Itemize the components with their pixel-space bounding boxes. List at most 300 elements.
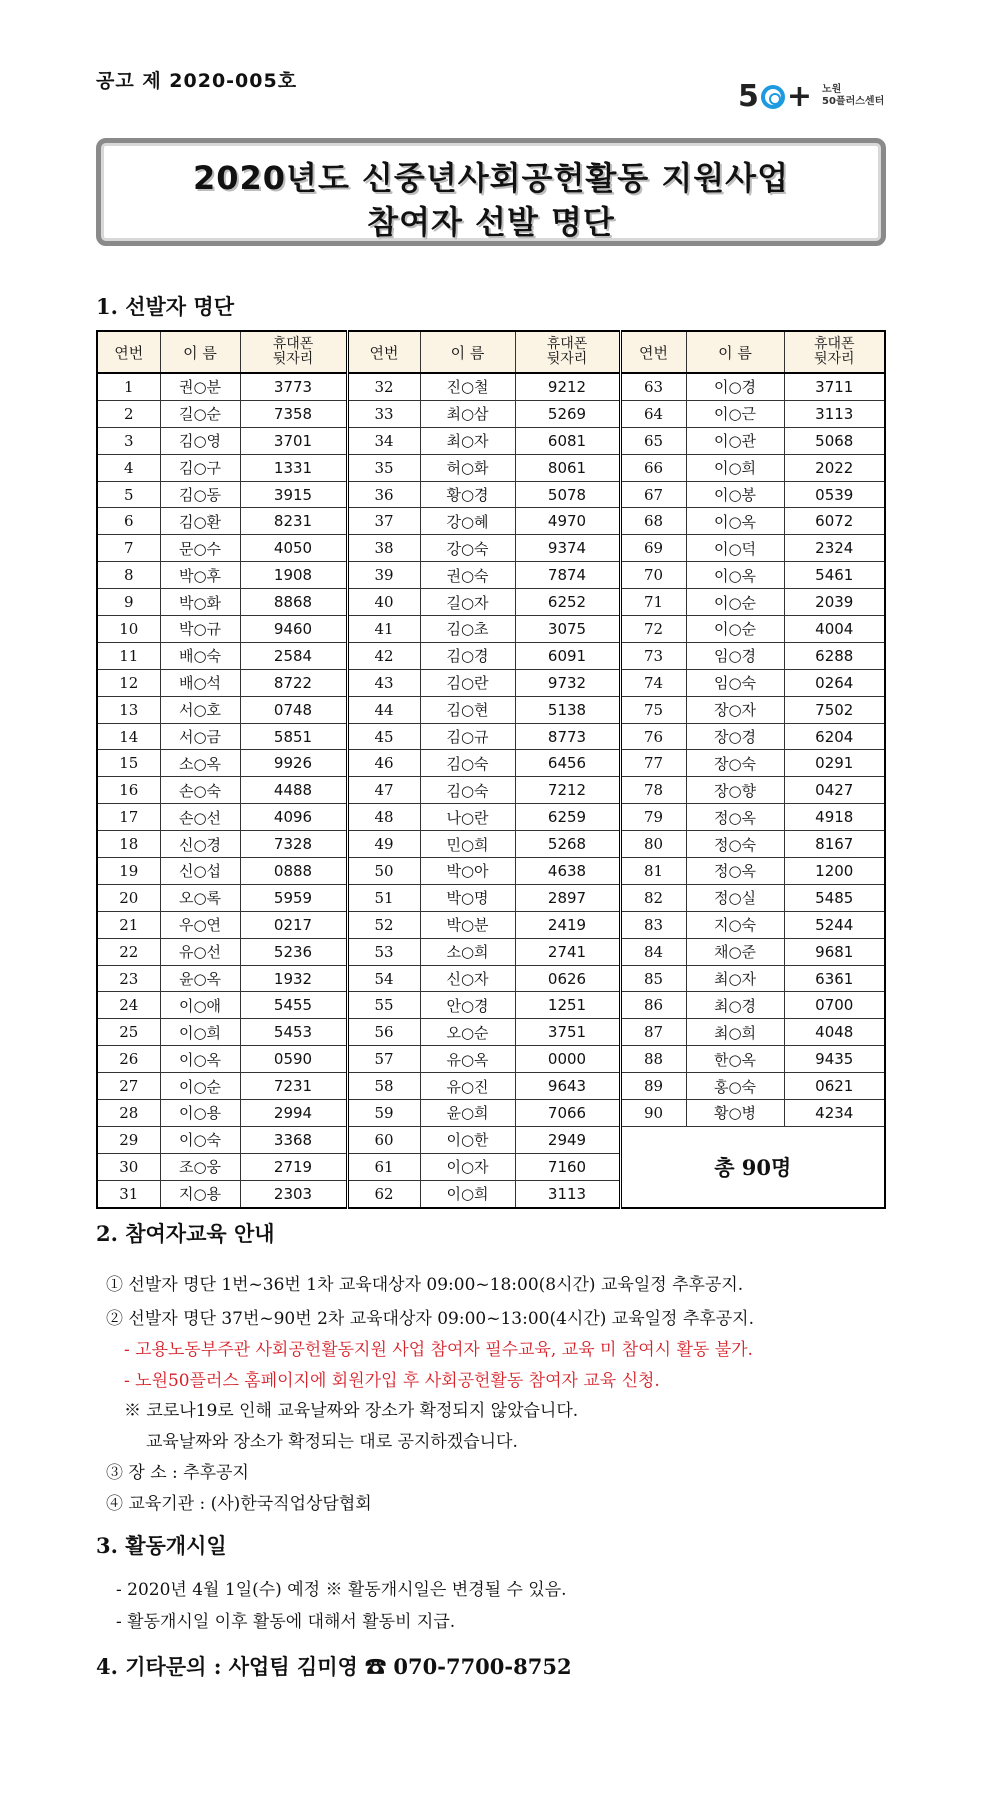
cell-phone: 5851 bbox=[240, 723, 347, 750]
cell-phone: 0621 bbox=[784, 1073, 885, 1100]
cell-no: 40 bbox=[347, 589, 420, 616]
center-logo bbox=[738, 74, 884, 118]
table-row bbox=[97, 858, 885, 885]
cell-phone: 1908 bbox=[240, 562, 347, 589]
cell-phone: 3113 bbox=[515, 1180, 620, 1207]
cell-no: 6 bbox=[97, 508, 160, 535]
col-no: 연번 bbox=[620, 331, 686, 373]
cell-name: 이○자 bbox=[420, 1153, 515, 1180]
cell-phone: 9374 bbox=[515, 535, 620, 562]
cell-name: 오○록 bbox=[160, 884, 240, 911]
cell-name: 강○숙 bbox=[420, 535, 515, 562]
cell-name: 손○선 bbox=[160, 804, 240, 831]
cell-name: 이○옥 bbox=[686, 508, 784, 535]
cell-name: 손○숙 bbox=[160, 777, 240, 804]
cell-phone: 0626 bbox=[515, 965, 620, 992]
cell-phone: 8773 bbox=[515, 723, 620, 750]
cell-no: 17 bbox=[97, 804, 160, 831]
table-row bbox=[97, 373, 885, 400]
cell-name: 신○자 bbox=[420, 965, 515, 992]
cell-phone: 8722 bbox=[240, 669, 347, 696]
cell-phone: 9212 bbox=[515, 373, 620, 400]
cell-no: 69 bbox=[620, 535, 686, 562]
cell-name: 신○경 bbox=[160, 831, 240, 858]
cell-name: 지○숙 bbox=[686, 911, 784, 938]
cell-no: 83 bbox=[620, 911, 686, 938]
table-row bbox=[97, 669, 885, 696]
cell-name: 최○삼 bbox=[420, 400, 515, 427]
cell-name: 민○희 bbox=[420, 831, 515, 858]
col-name: 이 름 bbox=[686, 331, 784, 373]
cell-name: 지○용 bbox=[160, 1180, 240, 1207]
cell-name: 김○란 bbox=[420, 669, 515, 696]
cell-name: 허○화 bbox=[420, 454, 515, 481]
cell-phone: 5068 bbox=[784, 427, 885, 454]
cell-phone: 0264 bbox=[784, 669, 885, 696]
cell-no: 71 bbox=[620, 589, 686, 616]
cell-no: 18 bbox=[97, 831, 160, 858]
table-row bbox=[97, 427, 885, 454]
cell-no: 42 bbox=[347, 642, 420, 669]
cell-name: 정○옥 bbox=[686, 858, 784, 885]
logo-text bbox=[822, 84, 884, 108]
cell-no: 44 bbox=[347, 696, 420, 723]
cell-no: 85 bbox=[620, 965, 686, 992]
cell-name: 이○용 bbox=[160, 1100, 240, 1127]
cell-no: 88 bbox=[620, 1046, 686, 1073]
cell-no: 9 bbox=[97, 589, 160, 616]
cell-name: 최○자 bbox=[686, 965, 784, 992]
cell-phone: 2897 bbox=[515, 884, 620, 911]
cell-phone: 4918 bbox=[784, 804, 885, 831]
table-row bbox=[97, 616, 885, 643]
cell-phone: 2949 bbox=[515, 1126, 620, 1153]
cell-no: 29 bbox=[97, 1126, 160, 1153]
cell-name: 이○희 bbox=[160, 1019, 240, 1046]
cell-name: 이○관 bbox=[686, 427, 784, 454]
cell-no: 53 bbox=[347, 938, 420, 965]
cell-name: 김○초 bbox=[420, 616, 515, 643]
cell-no: 20 bbox=[97, 884, 160, 911]
cell-no: 67 bbox=[620, 481, 686, 508]
cell-name: 이○희 bbox=[686, 454, 784, 481]
cell-name: 이○순 bbox=[686, 616, 784, 643]
cell-no: 75 bbox=[620, 696, 686, 723]
cell-phone: 7358 bbox=[240, 400, 347, 427]
cell-name: 최○경 bbox=[686, 992, 784, 1019]
cell-no: 64 bbox=[620, 400, 686, 427]
cell-no: 57 bbox=[347, 1046, 420, 1073]
cell-name: 박○명 bbox=[420, 884, 515, 911]
cell-phone: 7066 bbox=[515, 1100, 620, 1127]
cell-no: 27 bbox=[97, 1073, 160, 1100]
roster-header-row bbox=[97, 331, 885, 373]
roster-body bbox=[97, 373, 885, 1208]
cell-no: 16 bbox=[97, 777, 160, 804]
cell-no: 38 bbox=[347, 535, 420, 562]
cell-name: 이○순 bbox=[686, 589, 784, 616]
cell-phone: 9926 bbox=[240, 750, 347, 777]
cell-no: 13 bbox=[97, 696, 160, 723]
cell-phone: 2419 bbox=[515, 911, 620, 938]
cell-name: 정○옥 bbox=[686, 804, 784, 831]
cell-phone: 4050 bbox=[240, 535, 347, 562]
logo-number: 5 bbox=[738, 78, 759, 114]
cell-name: 이○애 bbox=[160, 992, 240, 1019]
cell-phone: 4004 bbox=[784, 616, 885, 643]
cell-phone: 2994 bbox=[240, 1100, 347, 1127]
cell-no: 90 bbox=[620, 1100, 686, 1127]
cell-no: 78 bbox=[620, 777, 686, 804]
cell-no: 5 bbox=[97, 481, 160, 508]
cell-no: 79 bbox=[620, 804, 686, 831]
cell-phone: 9732 bbox=[515, 669, 620, 696]
table-row bbox=[97, 831, 885, 858]
cell-name: 진○철 bbox=[420, 373, 515, 400]
table-row bbox=[97, 535, 885, 562]
cell-phone: 3368 bbox=[240, 1126, 347, 1153]
cell-phone: 4638 bbox=[515, 858, 620, 885]
cell-no: 4 bbox=[97, 454, 160, 481]
cell-no: 30 bbox=[97, 1153, 160, 1180]
section4-contact: 4. 기타문의 : 사업팀 김미영 ☎ 070-7700-8752 bbox=[96, 1654, 572, 1679]
cell-phone: 8167 bbox=[784, 831, 885, 858]
table-row bbox=[97, 508, 885, 535]
cell-no: 87 bbox=[620, 1019, 686, 1046]
cell-phone: 5453 bbox=[240, 1019, 347, 1046]
table-row bbox=[97, 1100, 885, 1127]
table-row bbox=[97, 1046, 885, 1073]
cell-name: 이○희 bbox=[420, 1180, 515, 1207]
cell-no: 54 bbox=[347, 965, 420, 992]
education-note-covid: ※ 코로나19로 인해 교육날짜와 장소가 확정되지 않았습니다. bbox=[124, 1401, 579, 1421]
cell-no: 31 bbox=[97, 1180, 160, 1207]
cell-name: 김○숙 bbox=[420, 750, 515, 777]
cell-name: 신○섭 bbox=[160, 858, 240, 885]
cell-phone: 2741 bbox=[515, 938, 620, 965]
table-row bbox=[97, 965, 885, 992]
title-line2: 참여자 선발 명단 bbox=[367, 203, 615, 241]
cell-name: 소○희 bbox=[420, 938, 515, 965]
total-count: 총 90명 bbox=[620, 1126, 885, 1207]
cell-name: 권○숙 bbox=[420, 562, 515, 589]
cell-name: 김○동 bbox=[160, 481, 240, 508]
cell-no: 49 bbox=[347, 831, 420, 858]
cell-phone: 2584 bbox=[240, 642, 347, 669]
cell-phone: 5959 bbox=[240, 884, 347, 911]
cell-phone: 9435 bbox=[784, 1046, 885, 1073]
cell-name: 조○웅 bbox=[160, 1153, 240, 1180]
cell-phone: 5455 bbox=[240, 992, 347, 1019]
table-row bbox=[97, 911, 885, 938]
col-no: 연번 bbox=[97, 331, 160, 373]
cell-phone: 0427 bbox=[784, 777, 885, 804]
cell-no: 19 bbox=[97, 858, 160, 885]
cell-name: 장○향 bbox=[686, 777, 784, 804]
cell-name: 김○영 bbox=[160, 427, 240, 454]
cell-phone: 7502 bbox=[784, 696, 885, 723]
table-row bbox=[97, 696, 885, 723]
col-name: 이 름 bbox=[160, 331, 240, 373]
logo-ring-icon bbox=[761, 85, 785, 109]
cell-no: 32 bbox=[347, 373, 420, 400]
cell-name: 김○경 bbox=[420, 642, 515, 669]
cell-no: 65 bbox=[620, 427, 686, 454]
education-item-3: ③ 장 소 : 추후공지 bbox=[106, 1463, 249, 1483]
cell-phone: 7212 bbox=[515, 777, 620, 804]
cell-no: 51 bbox=[347, 884, 420, 911]
activity-pay-note: - 활동개시일 이후 활동에 대해서 활동비 지급. bbox=[116, 1612, 456, 1632]
cell-no: 45 bbox=[347, 723, 420, 750]
cell-name: 박○아 bbox=[420, 858, 515, 885]
logo-plus: + bbox=[786, 78, 813, 114]
table-row bbox=[97, 777, 885, 804]
col-phone: 휴대폰 뒷자리 bbox=[784, 331, 885, 373]
cell-name: 권○분 bbox=[160, 373, 240, 400]
cell-phone: 8231 bbox=[240, 508, 347, 535]
cell-phone: 5461 bbox=[784, 562, 885, 589]
cell-no: 80 bbox=[620, 831, 686, 858]
cell-phone: 7160 bbox=[515, 1153, 620, 1180]
cell-name: 황○경 bbox=[420, 481, 515, 508]
cell-no: 52 bbox=[347, 911, 420, 938]
cell-phone: 6361 bbox=[784, 965, 885, 992]
cell-name: 유○선 bbox=[160, 938, 240, 965]
cell-phone: 5269 bbox=[515, 400, 620, 427]
cell-no: 11 bbox=[97, 642, 160, 669]
cell-phone: 0291 bbox=[784, 750, 885, 777]
cell-phone: 4234 bbox=[784, 1100, 885, 1127]
cell-name: 유○진 bbox=[420, 1073, 515, 1100]
section2-heading: 2. 참여자교육 안내 bbox=[96, 1221, 275, 1246]
cell-phone: 3915 bbox=[240, 481, 347, 508]
cell-name: 최○희 bbox=[686, 1019, 784, 1046]
cell-name: 배○석 bbox=[160, 669, 240, 696]
cell-phone: 5485 bbox=[784, 884, 885, 911]
cell-phone: 2039 bbox=[784, 589, 885, 616]
col-phone: 휴대폰 뒷자리 bbox=[515, 331, 620, 373]
table-row bbox=[97, 723, 885, 750]
activity-start-date: - 2020년 4월 1일(수) 예정 ※ 활동개시일은 변경될 수 있음. bbox=[116, 1580, 567, 1600]
cell-phone: 6091 bbox=[515, 642, 620, 669]
cell-phone: 6456 bbox=[515, 750, 620, 777]
cell-no: 84 bbox=[620, 938, 686, 965]
cell-phone: 4096 bbox=[240, 804, 347, 831]
cell-phone: 7328 bbox=[240, 831, 347, 858]
cell-no: 25 bbox=[97, 1019, 160, 1046]
table-row bbox=[97, 884, 885, 911]
cell-phone: 5244 bbox=[784, 911, 885, 938]
cell-name: 정○실 bbox=[686, 884, 784, 911]
cell-phone: 4488 bbox=[240, 777, 347, 804]
table-row bbox=[97, 400, 885, 427]
cell-name: 이○봉 bbox=[686, 481, 784, 508]
cell-phone: 6252 bbox=[515, 589, 620, 616]
logo-text-line1: 노원 bbox=[822, 84, 842, 95]
cell-no: 62 bbox=[347, 1180, 420, 1207]
cell-name: 김○현 bbox=[420, 696, 515, 723]
cell-phone: 5268 bbox=[515, 831, 620, 858]
cell-no: 60 bbox=[347, 1126, 420, 1153]
cell-name: 임○숙 bbox=[686, 669, 784, 696]
cell-no: 86 bbox=[620, 992, 686, 1019]
cell-name: 정○숙 bbox=[686, 831, 784, 858]
cell-name: 박○화 bbox=[160, 589, 240, 616]
cell-name: 배○숙 bbox=[160, 642, 240, 669]
table-row bbox=[97, 938, 885, 965]
cell-no: 66 bbox=[620, 454, 686, 481]
cell-name: 이○경 bbox=[686, 373, 784, 400]
cell-phone: 9643 bbox=[515, 1073, 620, 1100]
cell-phone: 0748 bbox=[240, 696, 347, 723]
cell-name: 채○준 bbox=[686, 938, 784, 965]
cell-name: 임○경 bbox=[686, 642, 784, 669]
logo-mark bbox=[738, 79, 812, 114]
cell-name: 한○옥 bbox=[686, 1046, 784, 1073]
cell-phone: 2303 bbox=[240, 1180, 347, 1207]
cell-no: 56 bbox=[347, 1019, 420, 1046]
notice-number: 공고 제 2020-005호 bbox=[96, 70, 298, 92]
cell-phone: 6072 bbox=[784, 508, 885, 535]
cell-phone: 6288 bbox=[784, 642, 885, 669]
cell-no: 26 bbox=[97, 1046, 160, 1073]
cell-no: 12 bbox=[97, 669, 160, 696]
cell-no: 73 bbox=[620, 642, 686, 669]
cell-no: 23 bbox=[97, 965, 160, 992]
cell-no: 74 bbox=[620, 669, 686, 696]
cell-no: 41 bbox=[347, 616, 420, 643]
cell-name: 김○구 bbox=[160, 454, 240, 481]
education-item-4: ④ 교육기관 : (사)한국직업상담협회 bbox=[106, 1494, 372, 1514]
cell-phone: 1251 bbox=[515, 992, 620, 1019]
cell-phone: 0539 bbox=[784, 481, 885, 508]
cell-phone: 8061 bbox=[515, 454, 620, 481]
table-row bbox=[97, 804, 885, 831]
table-row bbox=[97, 1073, 885, 1100]
cell-phone: 8868 bbox=[240, 589, 347, 616]
cell-no: 46 bbox=[347, 750, 420, 777]
cell-no: 10 bbox=[97, 616, 160, 643]
col-name: 이 름 bbox=[420, 331, 515, 373]
cell-no: 68 bbox=[620, 508, 686, 535]
cell-name: 이○한 bbox=[420, 1126, 515, 1153]
cell-name: 길○순 bbox=[160, 400, 240, 427]
cell-no: 36 bbox=[347, 481, 420, 508]
cell-name: 이○덕 bbox=[686, 535, 784, 562]
cell-no: 61 bbox=[347, 1153, 420, 1180]
cell-no: 72 bbox=[620, 616, 686, 643]
cell-no: 89 bbox=[620, 1073, 686, 1100]
table-row bbox=[97, 992, 885, 1019]
cell-no: 39 bbox=[347, 562, 420, 589]
cell-phone: 7231 bbox=[240, 1073, 347, 1100]
cell-phone: 2022 bbox=[784, 454, 885, 481]
cell-phone: 1200 bbox=[784, 858, 885, 885]
cell-phone: 3711 bbox=[784, 373, 885, 400]
cell-name: 황○병 bbox=[686, 1100, 784, 1127]
cell-name: 이○순 bbox=[160, 1073, 240, 1100]
cell-no: 70 bbox=[620, 562, 686, 589]
cell-phone: 4048 bbox=[784, 1019, 885, 1046]
cell-no: 47 bbox=[347, 777, 420, 804]
cell-phone: 9460 bbox=[240, 616, 347, 643]
col-no: 연번 bbox=[347, 331, 420, 373]
table-row bbox=[97, 562, 885, 589]
cell-phone: 4970 bbox=[515, 508, 620, 535]
table-row bbox=[97, 589, 885, 616]
cell-name: 김○환 bbox=[160, 508, 240, 535]
cell-no: 24 bbox=[97, 992, 160, 1019]
cell-no: 7 bbox=[97, 535, 160, 562]
cell-phone: 2324 bbox=[784, 535, 885, 562]
table-row bbox=[97, 642, 885, 669]
cell-phone: 3773 bbox=[240, 373, 347, 400]
cell-phone: 5138 bbox=[515, 696, 620, 723]
education-item-2: ② 선발자 명단 37번~90번 2차 교육대상자 09:00~13:00(4시간) 교육일정 추후공지. bbox=[106, 1309, 754, 1329]
cell-phone: 0000 bbox=[515, 1046, 620, 1073]
cell-name: 장○경 bbox=[686, 723, 784, 750]
education-note-announce: 교육날짜와 장소가 확정되는 대로 공지하겠습니다. bbox=[146, 1432, 518, 1452]
cell-phone: 6259 bbox=[515, 804, 620, 831]
cell-name: 장○숙 bbox=[686, 750, 784, 777]
cell-name: 오○순 bbox=[420, 1019, 515, 1046]
section1-heading: 1. 선발자 명단 bbox=[96, 294, 234, 319]
table-row bbox=[97, 481, 885, 508]
cell-phone: 3751 bbox=[515, 1019, 620, 1046]
cell-name: 김○숙 bbox=[420, 777, 515, 804]
cell-no: 33 bbox=[347, 400, 420, 427]
cell-name: 우○연 bbox=[160, 911, 240, 938]
cell-name: 김○규 bbox=[420, 723, 515, 750]
cell-phone: 1932 bbox=[240, 965, 347, 992]
cell-no: 8 bbox=[97, 562, 160, 589]
cell-no: 28 bbox=[97, 1100, 160, 1127]
cell-name: 안○경 bbox=[420, 992, 515, 1019]
cell-phone: 9681 bbox=[784, 938, 885, 965]
cell-phone: 6081 bbox=[515, 427, 620, 454]
cell-name: 문○수 bbox=[160, 535, 240, 562]
cell-no: 58 bbox=[347, 1073, 420, 1100]
cell-name: 길○자 bbox=[420, 589, 515, 616]
cell-phone: 1331 bbox=[240, 454, 347, 481]
cell-no: 55 bbox=[347, 992, 420, 1019]
cell-no: 22 bbox=[97, 938, 160, 965]
cell-name: 강○혜 bbox=[420, 508, 515, 535]
cell-no: 76 bbox=[620, 723, 686, 750]
cell-name: 소○옥 bbox=[160, 750, 240, 777]
cell-no: 15 bbox=[97, 750, 160, 777]
education-note-required: - 고용노동부주관 사회공헌활동지원 사업 참여자 필수교육, 교육 미 참여시 활동 불가. bbox=[124, 1340, 753, 1360]
cell-no: 21 bbox=[97, 911, 160, 938]
cell-no: 77 bbox=[620, 750, 686, 777]
cell-name: 나○란 bbox=[420, 804, 515, 831]
cell-name: 이○옥 bbox=[686, 562, 784, 589]
cell-name: 박○규 bbox=[160, 616, 240, 643]
cell-no: 34 bbox=[347, 427, 420, 454]
cell-phone: 6204 bbox=[784, 723, 885, 750]
table-row bbox=[97, 1019, 885, 1046]
cell-phone: 3075 bbox=[515, 616, 620, 643]
cell-phone: 5236 bbox=[240, 938, 347, 965]
cell-name: 박○분 bbox=[420, 911, 515, 938]
cell-no: 82 bbox=[620, 884, 686, 911]
cell-no: 50 bbox=[347, 858, 420, 885]
cell-name: 서○호 bbox=[160, 696, 240, 723]
cell-phone: 3113 bbox=[784, 400, 885, 427]
cell-no: 48 bbox=[347, 804, 420, 831]
education-note-signup: - 노원50플러스 홈페이지에 회원가입 후 사회공헌활동 참여자 교육 신청. bbox=[124, 1371, 660, 1391]
roster-table bbox=[96, 330, 886, 1209]
